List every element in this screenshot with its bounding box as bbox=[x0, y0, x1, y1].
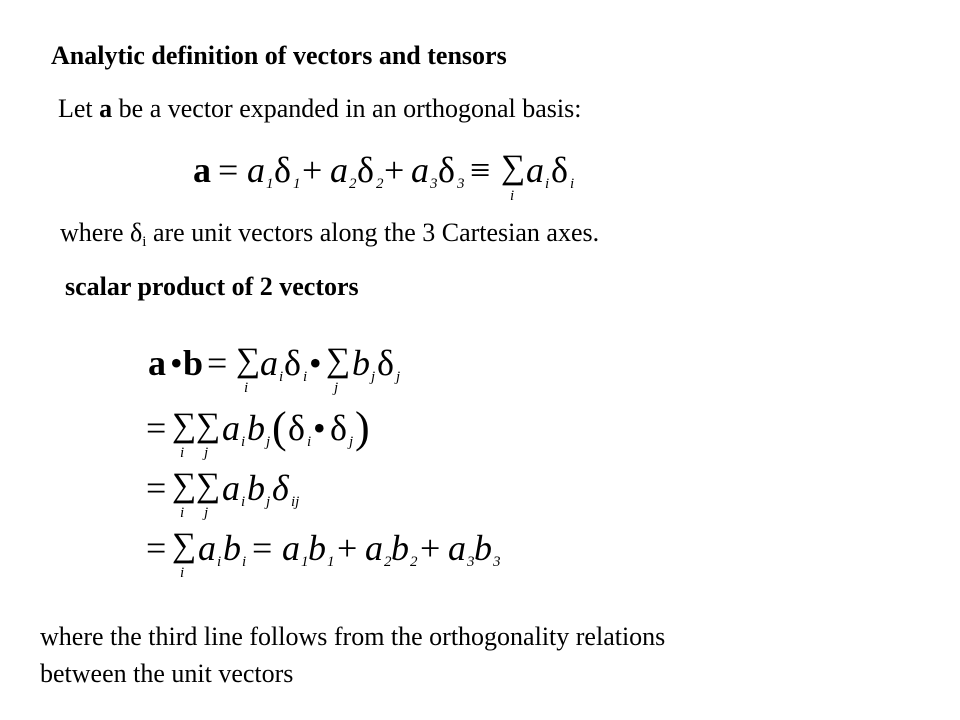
eq1-a2-sub: 2 bbox=[349, 176, 357, 192]
l2-ai-sub: i bbox=[241, 434, 246, 450]
scalar-product-derivation bbox=[0, 330, 960, 590]
eq1-delta2-sub: 2 bbox=[376, 176, 384, 192]
eq1-equals: = bbox=[218, 150, 239, 190]
l1-sum-i: ∑ bbox=[236, 342, 261, 379]
l4-b1-sub: 1 bbox=[327, 554, 335, 570]
l1-dot2: • bbox=[309, 343, 322, 383]
eq1-deltai: δ bbox=[551, 150, 568, 190]
eq1-a: a bbox=[193, 150, 211, 190]
eq1-a1-sub: 1 bbox=[266, 176, 274, 192]
l1-sum-i-sub: i bbox=[244, 380, 249, 396]
l1-deltai-sub: i bbox=[303, 369, 308, 385]
delta-subscript: i bbox=[142, 234, 147, 250]
l2-lparen: ( bbox=[272, 403, 287, 452]
l2-sum-i-sub: i bbox=[180, 445, 185, 461]
intro-text-after: be a vector expanded in an orthogonal basis: bbox=[112, 94, 582, 123]
l4-b3: b bbox=[474, 528, 492, 568]
l3-sum-i: ∑ bbox=[172, 467, 197, 504]
l4-b2-sub: 2 bbox=[410, 554, 418, 570]
l4-b3-sub: 3 bbox=[493, 554, 501, 570]
l3-deltaij-sub: ij bbox=[291, 494, 300, 510]
l2-ai: a bbox=[222, 408, 240, 448]
orthogonality-note: where the third line follows from the orthogonality relations between the unit vectors bbox=[40, 622, 666, 688]
eq1-deltai-sub: i bbox=[570, 176, 575, 192]
l3-bj: b bbox=[247, 468, 265, 508]
where-text-after: are unit vectors along the 3 Cartesian axes. bbox=[146, 218, 600, 247]
l2-bj: b bbox=[247, 408, 265, 448]
l1-a: a bbox=[148, 343, 166, 383]
vector-expansion-equation bbox=[0, 140, 960, 210]
l3-bj-sub: j bbox=[266, 494, 271, 510]
slide-title: Analytic definition of vectors and tensors bbox=[51, 41, 507, 70]
l2-dot: • bbox=[313, 408, 326, 448]
l4-sum-i: ∑ bbox=[172, 527, 197, 564]
eq1-delta1-sub: 1 bbox=[293, 176, 301, 192]
l2-bj-sub: j bbox=[266, 434, 271, 450]
l2-deltaj: δ bbox=[330, 408, 347, 448]
where-text-before: where bbox=[60, 218, 131, 247]
l4-equals: = bbox=[146, 528, 167, 568]
eq1-delta2: δ bbox=[357, 150, 374, 190]
l1-ai-sub: i bbox=[279, 369, 284, 385]
intro-text-before: Let bbox=[58, 94, 100, 123]
l2-sum-j: ∑ bbox=[196, 407, 221, 444]
l4-a3-sub: 3 bbox=[467, 554, 475, 570]
unit-vector-sentence bbox=[60, 218, 599, 251]
eq1-a1: a bbox=[247, 150, 265, 190]
eq1-ai-sub: i bbox=[545, 176, 550, 192]
l3-sum-j-sub: j bbox=[204, 505, 209, 521]
l2-deltaj-sub: j bbox=[349, 434, 354, 450]
l1-dot: • bbox=[170, 343, 183, 383]
eq1-a3-sub: 3 bbox=[430, 176, 438, 192]
l4-b1: b bbox=[308, 528, 326, 568]
l1-b: b bbox=[183, 343, 204, 383]
l4-bi-sub: i bbox=[242, 554, 247, 570]
vector-a-bold: a bbox=[99, 94, 113, 123]
l2-sum-j-sub: j bbox=[204, 445, 209, 461]
eq1-sum-sub: i bbox=[510, 188, 515, 204]
l4-a1-sub: 1 bbox=[301, 554, 309, 570]
section-heading: scalar product of 2 vectors bbox=[65, 272, 359, 301]
l4-bi: b bbox=[223, 528, 241, 568]
l1-bj: b bbox=[352, 343, 370, 383]
l2-equals: = bbox=[146, 408, 167, 448]
l4-plus2: + bbox=[420, 528, 441, 568]
l1-equals: = bbox=[207, 343, 228, 383]
eq1-delta3-sub: 3 bbox=[457, 176, 465, 192]
l2-deltai: δ bbox=[288, 408, 305, 448]
l4-b2: b bbox=[391, 528, 409, 568]
l2-deltai-sub: i bbox=[307, 434, 312, 450]
l3-sum-j: ∑ bbox=[196, 467, 221, 504]
l4-plus1: + bbox=[337, 528, 358, 568]
l3-sum-i-sub: i bbox=[180, 505, 185, 521]
l3-ai: a bbox=[222, 468, 240, 508]
l3-equals: = bbox=[146, 468, 167, 508]
l1-sum-j-sub: j bbox=[334, 380, 339, 396]
intro-sentence bbox=[58, 94, 581, 124]
l4-sum-i-sub: i bbox=[180, 565, 185, 581]
l1-bj-sub: j bbox=[371, 369, 376, 385]
l1-sum-j: ∑ bbox=[326, 342, 351, 379]
l4-a2: a bbox=[365, 528, 383, 568]
l1-deltaj: δ bbox=[377, 343, 394, 383]
l2-sum-i: ∑ bbox=[172, 407, 197, 444]
eq1-a3: a bbox=[411, 150, 429, 190]
eq1-equiv: ≡ bbox=[470, 150, 491, 190]
l1-deltaj-sub: j bbox=[396, 369, 401, 385]
l1-ai: a bbox=[260, 343, 278, 383]
eq1-delta3: δ bbox=[438, 150, 455, 190]
l4-ai-sub: i bbox=[217, 554, 222, 570]
l3-deltaij: δ bbox=[272, 468, 289, 508]
eq1-plus1: + bbox=[302, 150, 323, 190]
l4-equals2: = bbox=[252, 528, 273, 568]
delta-symbol: δ bbox=[130, 218, 143, 247]
l4-a2-sub: 2 bbox=[384, 554, 392, 570]
eq1-delta1: δ bbox=[274, 150, 291, 190]
eq1-ai: a bbox=[526, 150, 544, 190]
l4-ai: a bbox=[198, 528, 216, 568]
l1-deltai: δ bbox=[284, 343, 301, 383]
eq1-a2: a bbox=[330, 150, 348, 190]
eq1-plus2: + bbox=[384, 150, 405, 190]
l3-ai-sub: i bbox=[241, 494, 246, 510]
eq1-sum: ∑ bbox=[501, 149, 526, 186]
l2-rparen: ) bbox=[355, 403, 370, 452]
l4-a1: a bbox=[282, 528, 300, 568]
l4-a3: a bbox=[448, 528, 466, 568]
